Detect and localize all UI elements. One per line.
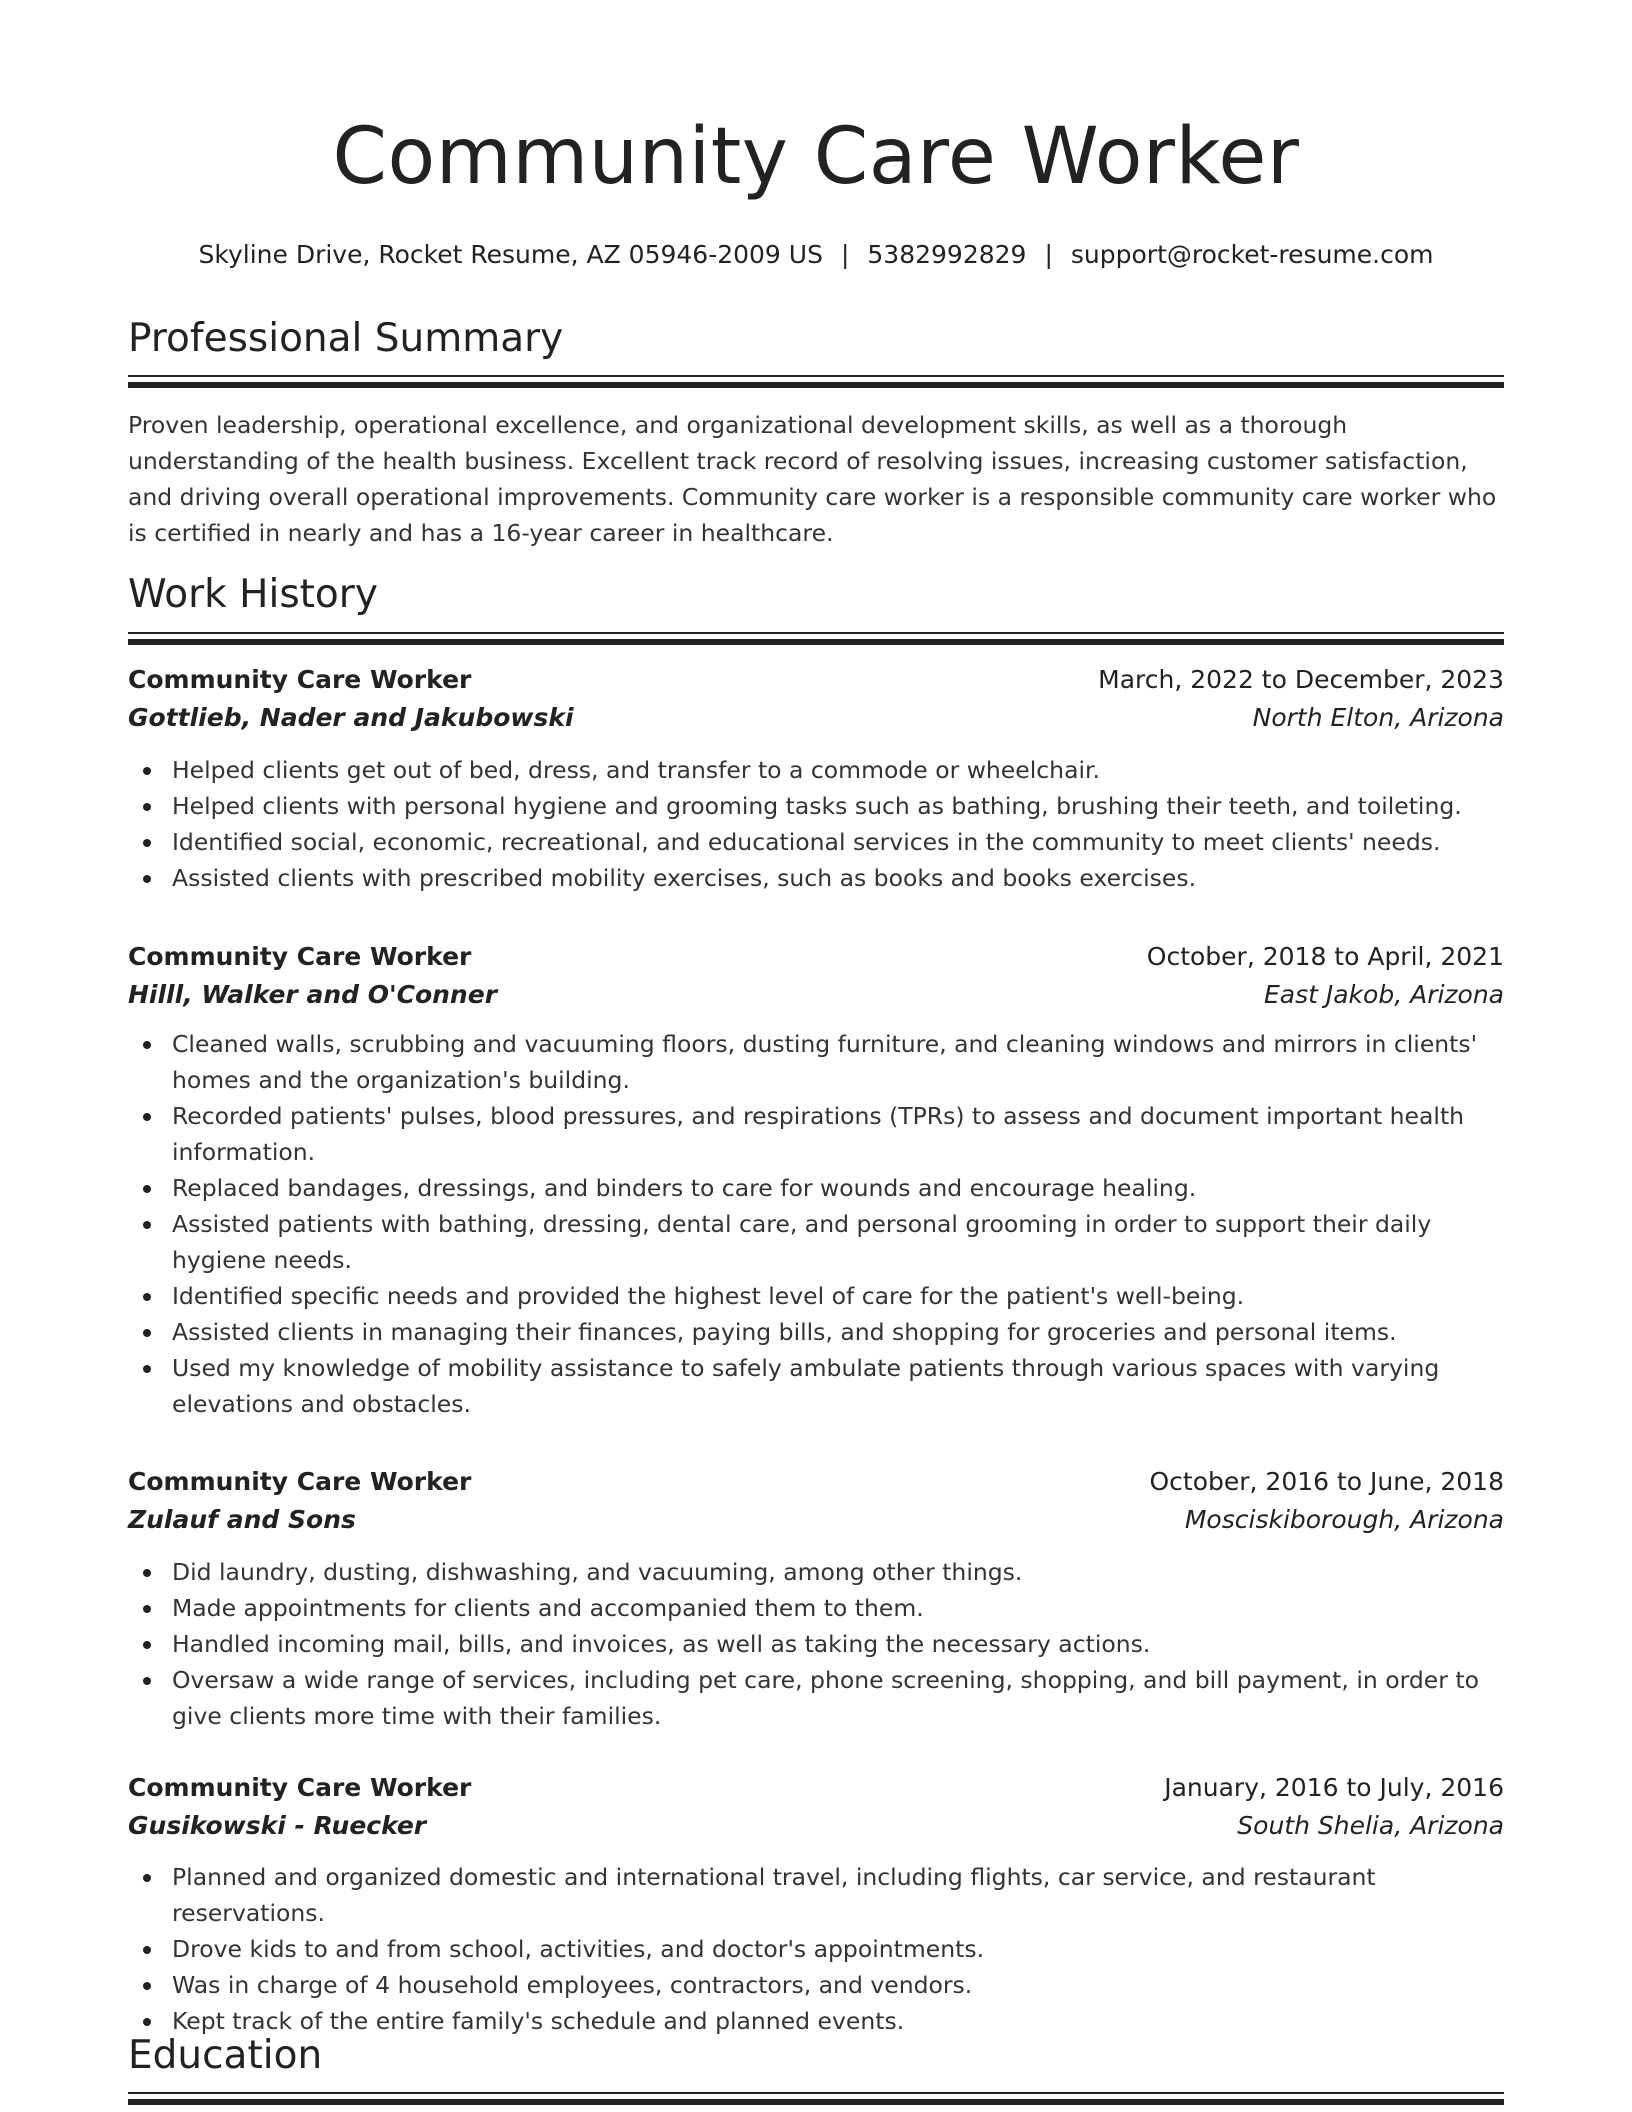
job-company-row [128, 976, 1504, 1014]
job-location: South Shelia, Arizona [1237, 1811, 1504, 1840]
job-company-row [128, 699, 1504, 737]
contact-line [128, 240, 1504, 270]
job-bullet: Helped clients with personal hygiene and grooming tasks such as bathing, brushing their teeth, and toileting. [128, 788, 1504, 824]
contact-separator: | [1044, 240, 1053, 269]
contact-phone: 5382992829 [867, 240, 1027, 269]
section-divider [128, 375, 1504, 389]
job-bullet-list [128, 1554, 1504, 1734]
job-dates: October, 2018 to April, 2021 [1146, 942, 1504, 971]
job-bullet: Replaced bandages, dressings, and binders to care for wounds and encourage healing. [128, 1170, 1504, 1206]
job-header-row [128, 1463, 1504, 1501]
job-company-row [128, 1807, 1504, 1845]
job-bullet: Did laundry, dusting, dishwashing, and vacuuming, among other things. [128, 1554, 1504, 1590]
job-bullet-list [128, 1026, 1504, 1422]
job-bullet: Helped clients get out of bed, dress, and transfer to a commode or wheelchair. [128, 752, 1504, 788]
job-entry [128, 661, 1504, 896]
resume-title: Community Care Worker [332, 112, 1300, 202]
job-bullet: Drove kids to and from school, activities, and doctor's appointments. [128, 1931, 1504, 1967]
job-header-row [128, 938, 1504, 976]
job-dates: March, 2022 to December, 2023 [1098, 665, 1504, 694]
job-location: East Jakob, Arizona [1263, 980, 1504, 1009]
summary-text: Proven leadership, operational excellence, and organizational development skills, as well as a thorough understanding of the health business. Excellent track record of resolving issues, increasing customer satisfaction, and driving overall operational improvements. Community care worker is a responsible community care worker who is certified in nearly and has a 16-year career in healthcare. [128, 411, 1497, 547]
job-entry [128, 1769, 1504, 2039]
section-title-summary: Professional Summary [128, 316, 564, 361]
job-dates: October, 2016 to June, 2018 [1149, 1467, 1504, 1496]
job-company: Zulauf and Sons [128, 1505, 356, 1534]
job-title: Community Care Worker [128, 665, 472, 694]
job-bullet: Assisted clients with prescribed mobility exercises, such as books and books exercises. [128, 860, 1504, 896]
job-header-row [128, 1769, 1504, 1807]
job-bullet: Assisted clients in managing their finances, paying bills, and shopping for groceries and personal items. [128, 1314, 1504, 1350]
job-bullet: Assisted patients with bathing, dressing, dental care, and personal grooming in order to support their daily hygiene needs. [128, 1206, 1504, 1278]
job-bullet: Made appointments for clients and accompanied them to them. [128, 1590, 1504, 1626]
job-bullet: Identified specific needs and provided the highest level of care for the patient's well-being. [128, 1278, 1504, 1314]
job-bullet: Recorded patients' pulses, blood pressures, and respirations (TPRs) to assess and document important health information. [128, 1098, 1504, 1170]
job-entry [128, 938, 1504, 1422]
job-bullet: Planned and organized domestic and international travel, including flights, car service, and restaurant reservations. [128, 1859, 1504, 1931]
job-bullet-list [128, 1859, 1504, 2039]
job-title: Community Care Worker [128, 942, 472, 971]
job-company: Gottlieb, Nader and Jakubowski [128, 703, 574, 732]
contact-address: Skyline Drive, Rocket Resume, AZ 05946-2009 US [198, 240, 823, 269]
contact-email: support@rocket-resume.com [1070, 240, 1434, 269]
job-header-row [128, 661, 1504, 699]
job-dates: January, 2016 to July, 2016 [1164, 1773, 1504, 1802]
job-entry [128, 1463, 1504, 1734]
contact-separator: | [840, 240, 850, 269]
job-location: Mosciskiborough, Arizona [1184, 1505, 1504, 1534]
job-bullet: Identified social, economic, recreational, and educational services in the community to meet clients' needs. [128, 824, 1504, 860]
job-company-row [128, 1501, 1504, 1539]
section-divider [128, 2092, 1504, 2106]
job-bullet-list [128, 752, 1504, 896]
job-company: Gusikowski - Ruecker [128, 1811, 427, 1840]
section-divider [128, 632, 1504, 646]
job-bullet: Kept track of the entire family's schedule and planned events. [128, 2003, 1504, 2039]
section-title-work-history: Work History [128, 572, 378, 617]
job-title: Community Care Worker [128, 1467, 472, 1496]
job-bullet: Handled incoming mail, bills, and invoices, as well as taking the necessary actions. [128, 1626, 1504, 1662]
job-bullet: Used my knowledge of mobility assistance to safely ambulate patients through various spaces with varying elevations and obstacles. [128, 1350, 1504, 1422]
job-bullet: Was in charge of 4 household employees, contractors, and vendors. [128, 1967, 1504, 2003]
job-title: Community Care Worker [128, 1773, 472, 1802]
job-company: Hilll, Walker and O'Conner [128, 980, 498, 1009]
job-location: North Elton, Arizona [1252, 703, 1504, 732]
job-bullet: Oversaw a wide range of services, including pet care, phone screening, shopping, and bill payment, in order to give clients more time with their families. [128, 1662, 1504, 1734]
job-bullet: Cleaned walls, scrubbing and vacuuming floors, dusting furniture, and cleaning windows and mirrors in clients' homes and the organization's building. [128, 1026, 1504, 1098]
section-title-education: Education [128, 2033, 323, 2078]
